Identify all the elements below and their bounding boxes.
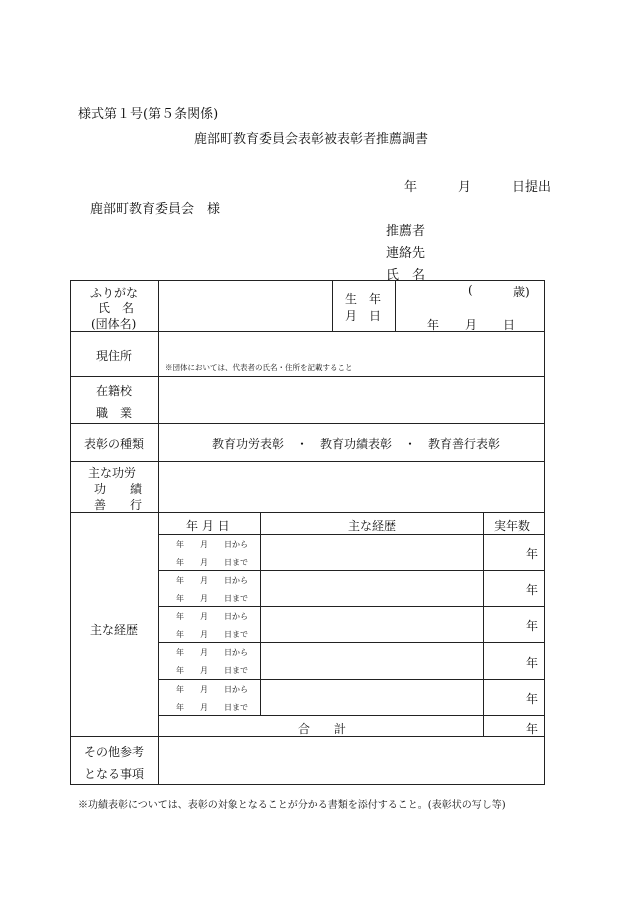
career-row-4-unit: 年 [526,656,539,670]
career-row-4-to: 年 月 日まで [176,666,248,675]
career-total-unit: 年 [526,722,539,736]
career-row-1-unit: 年 [526,547,539,561]
career-row-1-to: 年 月 日まで [176,558,248,567]
address-input-area[interactable] [158,331,545,361]
career-row-3-to: 年 月 日まで [176,630,248,639]
career-row-5-from: 年 月 日から [176,685,248,694]
birth-label-line2: 月 日 [345,309,382,323]
age-open-paren: ( [468,283,473,297]
merit-label-line3: 善 行 [94,498,143,512]
recommender-label: 推薦者 [386,224,426,239]
award-type-label: 表彰の種類 [84,437,145,451]
career-row-1-from: 年 月 日から [176,540,248,549]
birth-month: 月 [465,318,478,332]
birth-label-line1: 生 年 [345,292,382,306]
career-row-3-unit: 年 [526,619,539,633]
age-close: 歳) [513,285,530,299]
address-note: ※団体においては、代表者の氏名・住所を記載すること [165,363,353,372]
col-header-date: 年 月 日 [186,519,230,533]
award-type-options[interactable]: 教育功労表彰 ・ 教育功績表彰 ・ 教育善行表彰 [212,437,501,451]
other-label-line1: その他参考 [84,745,145,759]
other-input-area[interactable] [158,736,545,785]
birth-year: 年 [427,318,440,332]
career-row-5-unit: 年 [526,692,539,706]
submit-day: 日提出 [512,180,552,195]
footnote: ※功績表彰については、表彰の対象となることが分かる書類を添付すること。(表彰状の写し等) [78,800,506,811]
career-row-5-to: 年 月 日まで [176,703,248,712]
col-header-years: 実年数 [494,519,531,533]
career-section-label: 主な経歴 [90,623,139,637]
career-total-label: 合 計 [298,722,347,736]
col-header-career: 主な経歴 [348,519,397,533]
merit-input-area[interactable] [158,461,545,512]
form-number: 様式第１号(第５条関係) [78,107,219,122]
document-title: 鹿部町教育委員会表彰被表彰者推薦調書 [194,132,429,147]
career-row-2-from: 年 月 日から [176,576,248,585]
merit-label-line1: 主な功労 [88,466,137,480]
job-label: 職 業 [96,406,133,420]
furigana-label: ふりがな [90,286,139,300]
recommendation-form-table [70,280,545,785]
career-row-2-to: 年 月 日まで [176,594,248,603]
submit-year: 年 [404,180,418,195]
career-row-3-from: 年 月 日から [176,612,248,621]
career-row-4-from: 年 月 日から [176,648,248,657]
other-label-line2: となる事項 [84,767,145,781]
career-row-2-unit: 年 [526,583,539,597]
birth-day: 日 [503,318,516,332]
submit-month: 月 [458,180,472,195]
name-field-label: 氏 名 [98,301,135,315]
addressee: 鹿部町教育委員会 様 [90,202,221,217]
merit-label-line2: 功 績 [94,482,143,496]
group-name-label: (団体名) [91,317,137,331]
contact-label: 連絡先 [386,246,426,261]
address-label: 現住所 [96,349,133,363]
school-label: 在籍校 [96,384,133,398]
school-job-input-area[interactable] [158,376,545,423]
name-input-area[interactable] [158,280,332,331]
name-label: 氏 名 [386,268,426,283]
